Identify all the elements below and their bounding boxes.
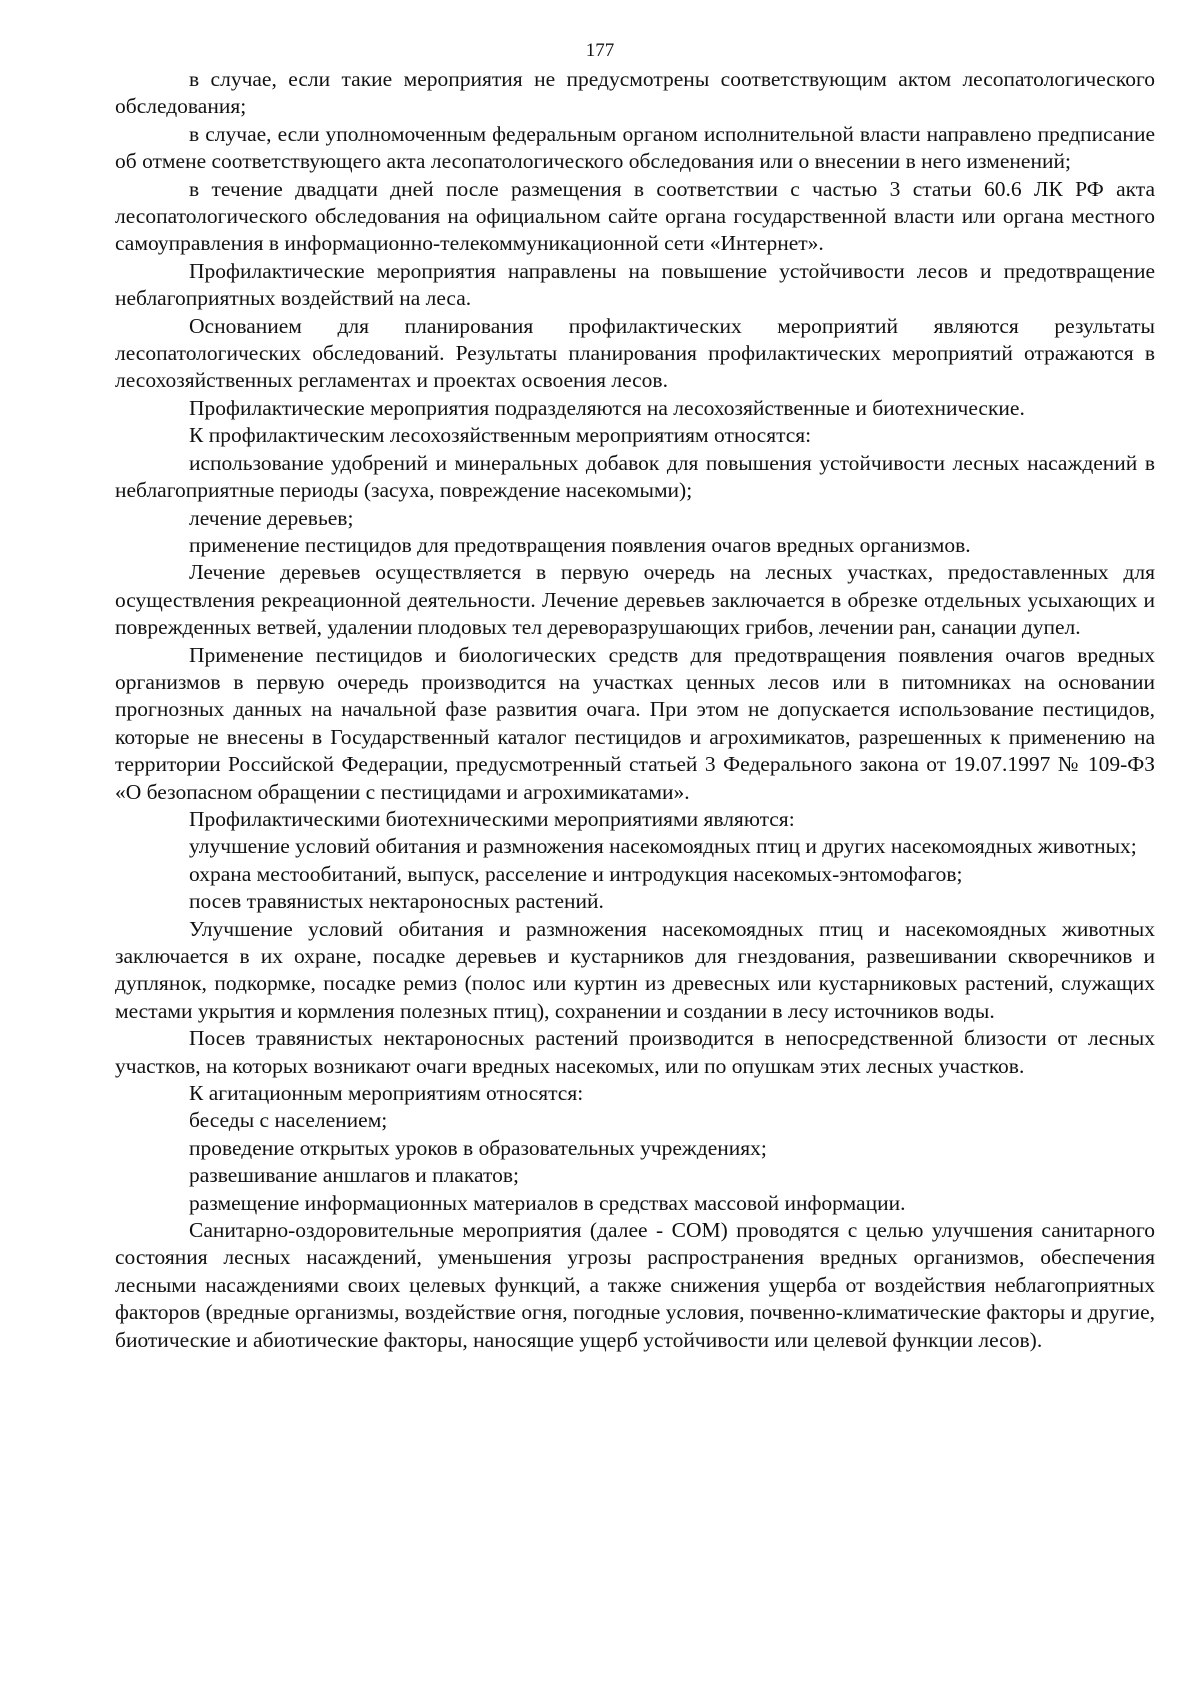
- paragraph: Профилактические мероприятия направлены на повышение устойчивости лесов и предотвращение неблагоприятных воздействий на леса.: [115, 258, 1155, 311]
- paragraph: в случае, если уполномоченным федеральным органом исполнительной власти направлено предписание об отмене соответствующего акта лесопатологического обследования или о внесении в него изменений;: [115, 121, 1155, 174]
- page-number: 177: [585, 40, 615, 61]
- paragraph: в случае, если такие мероприятия не предусмотрены соответствующим актом лесопатологического обследования;: [115, 67, 1155, 119]
- paragraph: охрана местообитаний, выпуск, расселение и интродукция насекомых-энтомофагов;: [189, 861, 963, 886]
- paragraph: улучшение условий обитания и размножения насекомоядных птиц и других насекомоядных животных;: [189, 834, 1137, 859]
- paragraph: Применение пестицидов и биологических средств для предотвращения появления очагов вредных организмов в первую очередь производится на участках ценных лесов или в питомниках на основании прогнозных данных на начальной фазе развития очага. При этом не допускается использование пестицидов, которые не внесены в Государственный каталог пестицидов и агрохимикатов, разрешенных к применению на территории Российской Федерации, предусмотренный статьей 3 Федерального закона от 19.07.1997 № 109-ФЗ «О безопасном обращении с пестицидами и агрохимикатами».: [115, 642, 1155, 804]
- paragraph: в течение двадцати дней после размещения в соответствии с частью 3 статьи 60.6 ЛК РФ акта лесопатологического обследования на официальном сайте органа государственной власти или органа местного самоуправления в информационно-телекоммуникационной сети «Интернет».: [115, 176, 1155, 256]
- paragraph: Основанием для планирования профилактических мероприятий являются результаты лесопатологических обследований. Результаты планирования профилактических мероприятий отражаются в лесохозяйственных регламентах и проектах освоения лесов.: [115, 313, 1155, 393]
- paragraph: Профилактические мероприятия подразделяются на лесохозяйственные и биотехнические.: [189, 395, 1025, 420]
- paragraph: Лечение деревьев осуществляется в первую очередь на лесных участках, предоставленных для осуществления рекреационной деятельности. Лечение деревьев заключается в обрезке отдельных усыхающих и поврежденных ветвей, удалении плодовых тел дереворазрушающих грибов, лечении ран, санации дупел.: [115, 560, 1155, 640]
- paragraph: Посев травянистых нектароносных растений производится в непосредственной близости от лесных участков, на которых возникают очаги вредных насекомых, или по опушкам этих лесных участков.: [115, 1026, 1155, 1078]
- paragraph: Санитарно-оздоровительные мероприятия (далее - СОМ) проводятся с целью улучшения санитарного состояния лесных насаждений, уменьшения угрозы распространения вредных организмов, обеспечения лесными насаждениями своих целевых функций, а также снижения ущерба от воздействия неблагоприятных факторов (вредные организмы, воздействие огня, погодные условия, почвенно-климатические факторы и другие, биотические и абиотические факторы, наносящие ущерб устойчивости или целевой функции лесов).: [115, 1218, 1155, 1352]
- paragraph: проведение открытых уроков в образовательных учреждениях;: [189, 1135, 767, 1160]
- paragraph: лечение деревьев;: [189, 505, 354, 530]
- paragraph: посев травянистых нектароносных растений.: [189, 889, 604, 914]
- paragraph: использование удобрений и минеральных добавок для повышения устойчивости лесных насаждений в неблагоприятные периоды (засуха, повреждение насекомыми);: [115, 450, 1155, 503]
- paragraph: развешивание аншлагов и плакатов;: [189, 1163, 519, 1188]
- paragraph: Улучшение условий обитания и размножения насекомоядных птиц и насекомоядных животных заключается в их охране, посадке деревьев и кустарников для гнездования, развешивании скворечников и дуплянок, подкормке, посадке ремиз (полос или куртин из древесных или кустарниковых растений, служащих местами укрытия и кормления полезных птиц), сохранении и создании в лесу источников воды.: [115, 916, 1155, 1023]
- document-body: [115, 66, 1155, 1354]
- paragraph: К профилактическим лесохозяйственным мероприятиям относятся:: [189, 423, 812, 448]
- paragraph: Профилактическими биотехническими мероприятиями являются:: [189, 806, 795, 831]
- paragraph: применение пестицидов для предотвращения появления очагов вредных организмов.: [189, 532, 971, 557]
- paragraph: размещение информационных материалов в средствах массовой информации.: [189, 1190, 906, 1215]
- paragraph: беседы с населением;: [189, 1108, 388, 1133]
- paragraph: К агитационным мероприятиям относятся:: [189, 1081, 584, 1106]
